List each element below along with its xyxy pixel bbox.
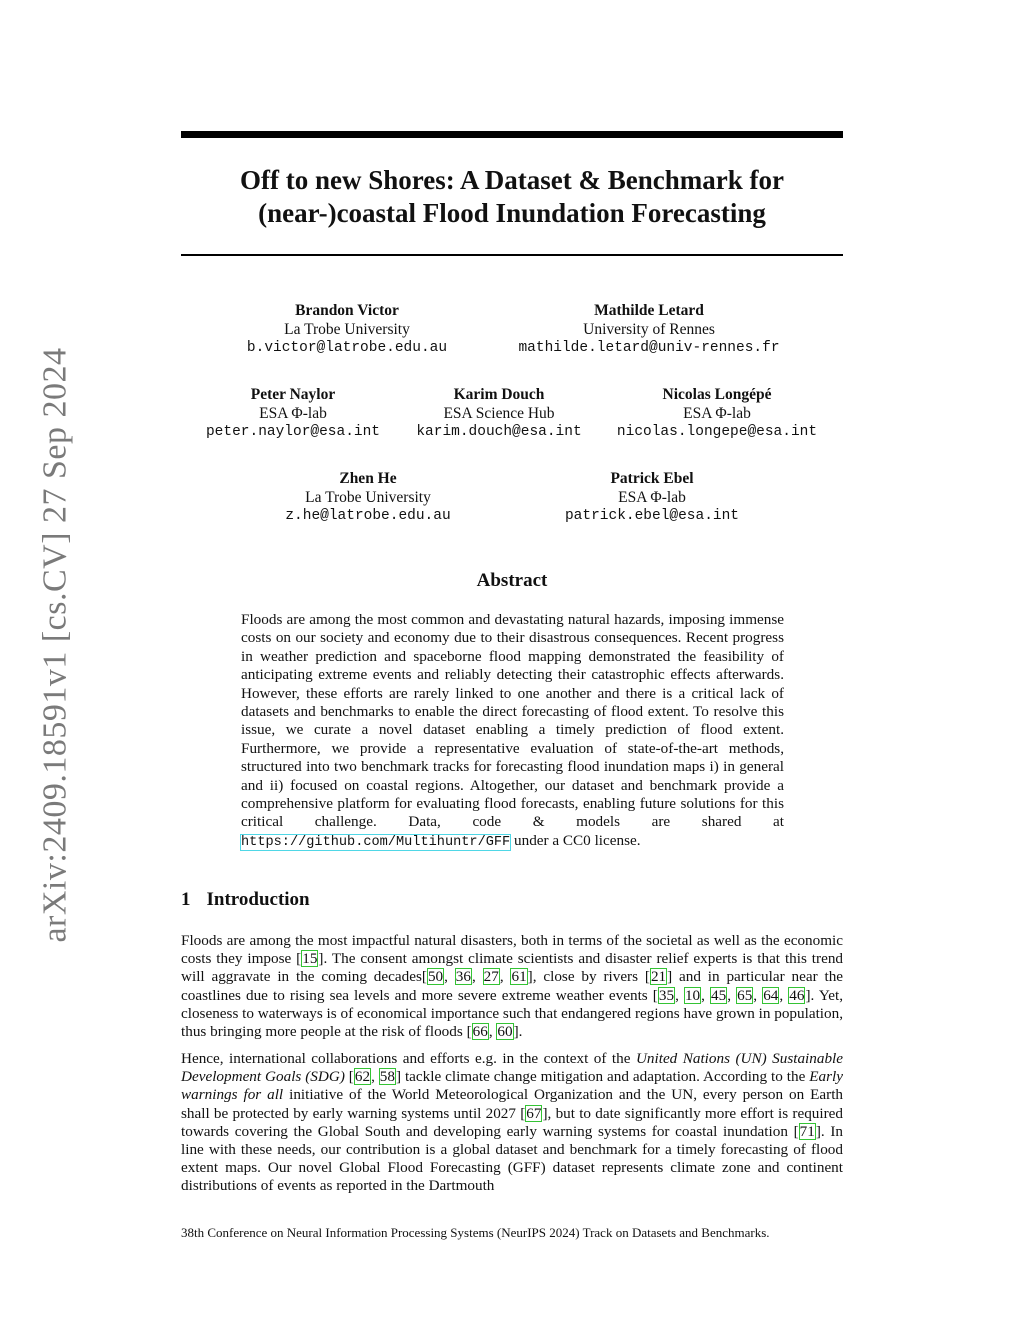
abstract-body <box>241 611 784 852</box>
author-name: Mathilde Letard <box>594 302 704 319</box>
text-run: . <box>518 1023 523 1041</box>
citation-link[interactable]: 36 <box>455 968 471 986</box>
citation-link[interactable]: 66 <box>472 1023 488 1041</box>
github-link[interactable]: https://github.com/Multihuntr/GFF <box>241 834 511 850</box>
section-heading <box>181 889 310 911</box>
author-name: Brandon Victor <box>295 302 399 319</box>
text-run: . In line with these needs, our contribution is a global dataset and benchmark for a timely forecasting of flood extent maps. Our novel Global Flood Forecasting (GFF) dataset represents climate zone and continent distributions of events as reported in the Dartmouth <box>181 1122 843 1195</box>
citation-link[interactable]: 67 <box>526 1104 542 1122</box>
author-block <box>285 469 450 526</box>
emphasis-text: United Nations (UN) Sustainable Development Goals (SDG) <box>181 1050 843 1086</box>
abstract-heading: Abstract <box>476 570 548 591</box>
citation-link[interactable]: 65 <box>737 986 753 1004</box>
section-number: 1 <box>181 889 191 910</box>
citation-link[interactable]: 58 <box>379 1068 395 1086</box>
citation-link[interactable]: 35 <box>658 986 675 1004</box>
text-run: , close by rivers <box>532 968 639 986</box>
citation-link[interactable]: 10 <box>684 986 701 1004</box>
title-top-rule <box>181 131 843 138</box>
text-run: and in particular near the coastlines due to rising sea levels and more severe extreme weather events <box>181 968 844 1004</box>
title-line-1: Off to new Shores: A Dataset & Benchmark for <box>240 165 784 195</box>
author-name: Patrick Ebel <box>610 470 694 487</box>
author-email[interactable]: b.victor@latrobe.edu.au <box>246 340 448 356</box>
author-block <box>416 385 581 442</box>
citation-link[interactable]: 62 <box>354 1068 371 1086</box>
author-name: Zhen He <box>339 470 397 487</box>
author-block <box>617 385 817 442</box>
author-block <box>247 301 447 358</box>
citation-link[interactable]: 60 <box>497 1023 513 1041</box>
author-email[interactable]: nicolas.longepe@esa.int <box>616 424 818 440</box>
arxiv-side-stamp <box>28 347 84 943</box>
emphasis-text: Early warnings for all <box>181 1068 843 1104</box>
title-line-2: (near-)coastal Flood Inundation Forecasting <box>258 198 766 228</box>
text-run: initiative of the World Meteorological Organization and the UN, every person on Earth shall be protected by early warning systems until 2027 <box>181 1086 844 1122</box>
author-affiliation: ESA Science Hub <box>443 405 555 422</box>
author-name: Peter Naylor <box>250 386 336 403</box>
arxiv-identifier: arXiv:2409.18591v1 [cs.CV] 27 Sep 2024 <box>37 347 74 943</box>
author-email[interactable]: patrick.ebel@esa.int <box>564 508 740 524</box>
author-affiliation: University of Rennes <box>583 321 715 338</box>
author-affiliation: ESA Φ-lab <box>683 405 751 422</box>
intro-paragraph-1: Floods are among the most impactful natural disasters, both in terms of the societal as well as the economic costs they impose [15]. The consent amongst climate scientists and disaster relief experts is that this trend will aggravate in the coming decades[50, 36, 27, 61], close by rivers [21] and in particular near the coastlines due to rising sea levels and more severe extreme weather events [35, 10, 45, 65, 64, 46]. Yet, closeness to waterways is of economical importance such that endangered regions have grown in population, thus bringing more people at the risk of floods [66, 60]. <box>181 932 844 1041</box>
author-block <box>518 301 779 358</box>
author-email[interactable]: karim.douch@esa.int <box>416 424 582 440</box>
author-affiliation: La Trobe University <box>284 321 410 338</box>
text-run: Hence, international collaborations and efforts e.g. in the context of the <box>181 1050 631 1067</box>
author-name: Nicolas Longépé <box>662 386 772 403</box>
text-run: . Yet, closeness to waterways is of economical importance such that endangered regions have grown in population, thus bringing more people at the risk of floods <box>181 986 844 1041</box>
citation-link[interactable]: 50 <box>427 968 444 986</box>
abstract-text-end: under a CC0 license. <box>514 831 641 849</box>
citation-link[interactable]: 27 <box>483 968 499 986</box>
conference-footer: 38th Conference on Neural Information Processing Systems (NeurIPS 2024) Track on Datasets and Benchmarks. <box>181 1225 770 1240</box>
intro-paragraph-2: Hence, international collaborations and efforts e.g. in the context of the United Nations (UN) Sustainable Development Goals (SDG) [62, 58] tackle climate change mitigation and adaptation. According to the Early warnings for all initiative of the World Meteorological Organization and the UN, every person on Earth shall be protected by early warning systems until 2027 [67], but to date significantly more effort is required towards covering the Global South and developing early warning systems for coastal inundation [71]. In line with these needs, our contribution is a global dataset and benchmark for a timely forecasting of flood extent maps. Our novel Global Flood Forecasting (GFF) dataset represents climate zone and continent distributions of events as reported in the Dartmouth <box>181 1050 844 1195</box>
abstract-text: Floods are among the most common and devastating natural hazards, imposing immense costs on our society and economy due to their disastrous consequences. Recent progress in weather prediction and spaceborne flood mapping demonstrated the feasibility of anticipating extreme events and reliably detecting their catastrophic effects afterwards. However, these efforts are rarely linked to one another and there is a critical lack of datasets and benchmarks to enable the direct forecasting of flood extent. To resolve this issue, we curate a novel dataset enabling a timely prediction of flood extent. Furthermore, we provide a representative evaluation of state-of-the-art methods, structured into two benchmark tracks for forecasting flood inundation maps i) in general and ii) focused on coastal regions. Altogether, our dataset and benchmark provide a comprehensive platform for evaluating flood forecasts, enabling future solutions for this critical challenge. Data, code & models are shared at <box>241 611 784 831</box>
citation-link[interactable]: 46 <box>789 986 805 1004</box>
author-block <box>206 385 380 442</box>
author-block <box>565 469 739 526</box>
section-title: Introduction <box>206 889 310 910</box>
citation-link[interactable]: 71 <box>799 1122 815 1140</box>
author-affiliation: ESA Φ-lab <box>618 489 686 506</box>
author-email[interactable]: z.he@latrobe.edu.au <box>285 508 451 524</box>
citation-link[interactable]: 64 <box>763 986 779 1004</box>
text-run: tackle climate change mitigation and adaptation. According to the <box>404 1068 806 1086</box>
citation-link[interactable]: 45 <box>711 986 727 1004</box>
author-email[interactable]: mathilde.letard@univ-rennes.fr <box>518 340 780 356</box>
author-email[interactable]: peter.naylor@esa.int <box>205 424 381 440</box>
author-affiliation: La Trobe University <box>305 489 431 506</box>
citation-link[interactable]: 15 <box>302 950 318 968</box>
citation-link[interactable]: 21 <box>650 968 667 986</box>
text-run: , but to date significantly more effort is required towards covering the Global South and developing early warning systems for coastal inundation <box>181 1104 844 1140</box>
citation-link[interactable]: 61 <box>511 968 527 986</box>
text-run: . The consent amongst climate scientists and disaster relief experts is that this trend will aggravate in the coming decades <box>181 950 844 986</box>
author-name: Karim Douch <box>453 386 545 403</box>
title-bottom-rule <box>181 254 843 256</box>
paper-title <box>181 164 843 230</box>
author-affiliation: ESA Φ-lab <box>259 405 327 422</box>
text-run: Floods are among the most impactful natural disasters, both in terms of the societal as well as the economic costs they impose <box>181 932 843 968</box>
